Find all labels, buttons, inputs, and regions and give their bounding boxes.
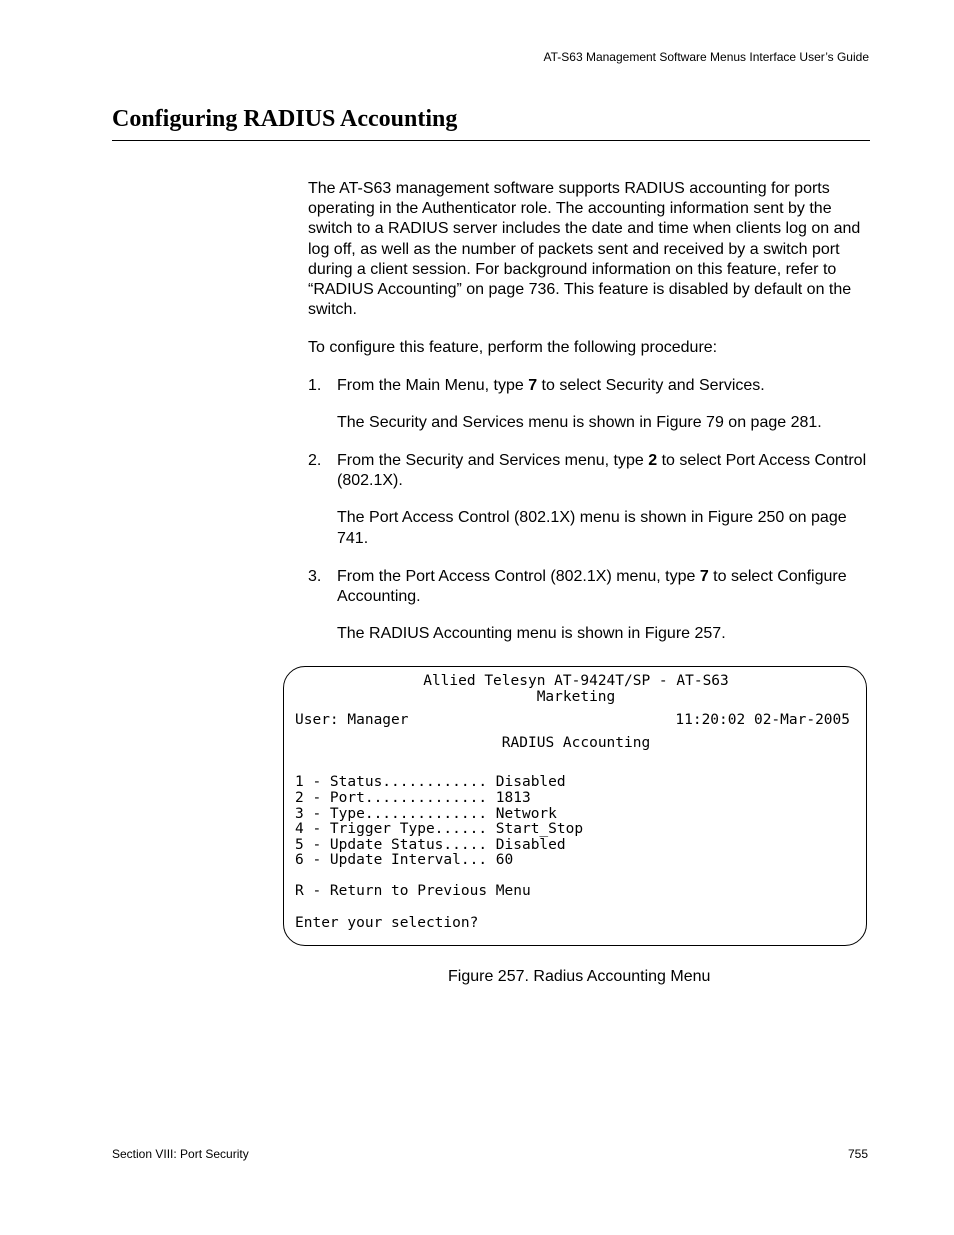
terminal-location-line: Marketing (536, 689, 616, 705)
terminal-menu-item-update-status: 5 - Update Status..... Disabled (295, 837, 566, 853)
terminal-menu-item-trigger-type: 4 - Trigger Type...... Start_Stop (295, 821, 584, 837)
step-note: The Port Access Control (802.1X) menu is shown in Figure 250 on page 741. (337, 509, 847, 547)
terminal-menu-item-status: 1 - Status............ Disabled (295, 774, 566, 790)
terminal-return-option: R - Return to Previous Menu (295, 883, 531, 899)
terminal-user: User: Manager (295, 712, 409, 728)
page-number: 755 (847, 1147, 868, 1161)
terminal-device-line: Allied Telesyn AT-9424T/SP - AT-S63 (423, 673, 729, 689)
terminal-menu-item-port: 2 - Port.............. 1813 (295, 790, 531, 806)
step-number: 3. (308, 567, 322, 585)
terminal-prompt: Enter your selection? (295, 915, 479, 931)
step-key: 7 (528, 376, 538, 394)
step-note: The RADIUS Accounting menu is shown in Figure 257. (337, 625, 726, 643)
intro-paragraph: The AT-S63 management software supports RADIUS accounting for ports operating in the Authenticator role. The accounting information sent by the switch to a RADIUS server includes the date and time when clients log on and log off, as well as the number of packets sent and received by a switch port during a client session. For background information on this feature, refer to “RADIUS Accounting” on page 736. This feature is disabled by default on the switch. (308, 180, 861, 319)
step-instruction: From the Security and Services menu, type 2 to select Port Access Control (802.1X). (337, 452, 867, 490)
step-key: 7 (699, 567, 709, 585)
terminal-menu-item-type: 3 - Type.............. Network (295, 806, 557, 822)
page-title: Configuring RADIUS Accounting (112, 106, 458, 132)
footer-section: Section VIII: Port Security (112, 1147, 249, 1161)
figure-caption: Figure 257. Radius Accounting Menu (448, 968, 711, 985)
procedure-step-2 (308, 451, 873, 549)
running-header: AT-S63 Management Software Menus Interface User’s Guide (543, 50, 869, 64)
step-instruction: From the Main Menu, type 7 to select Security and Services. (337, 376, 765, 394)
terminal-menu-title: RADIUS Accounting (501, 735, 651, 751)
procedure-step-1 (308, 376, 873, 433)
step-note: The Security and Services menu is shown in Figure 79 on page 281. (337, 413, 822, 431)
step-number: 2. (308, 452, 322, 470)
procedure-step-3 (308, 567, 873, 645)
step-instruction: From the Port Access Control (802.1X) menu, type 7 to select Configure Accounting. (337, 567, 847, 606)
terminal-screen (283, 666, 867, 946)
terminal-menu-item-update-interval: 6 - Update Interval... 60 (295, 852, 514, 868)
step-number: 1. (308, 376, 322, 394)
title-rule (112, 140, 870, 141)
procedure-lead: To configure this feature, perform the following procedure: (308, 339, 718, 357)
step-key: 2 (648, 452, 658, 470)
terminal-datetime: 11:20:02 02-Mar-2005 (675, 712, 850, 728)
body-text (308, 179, 873, 662)
